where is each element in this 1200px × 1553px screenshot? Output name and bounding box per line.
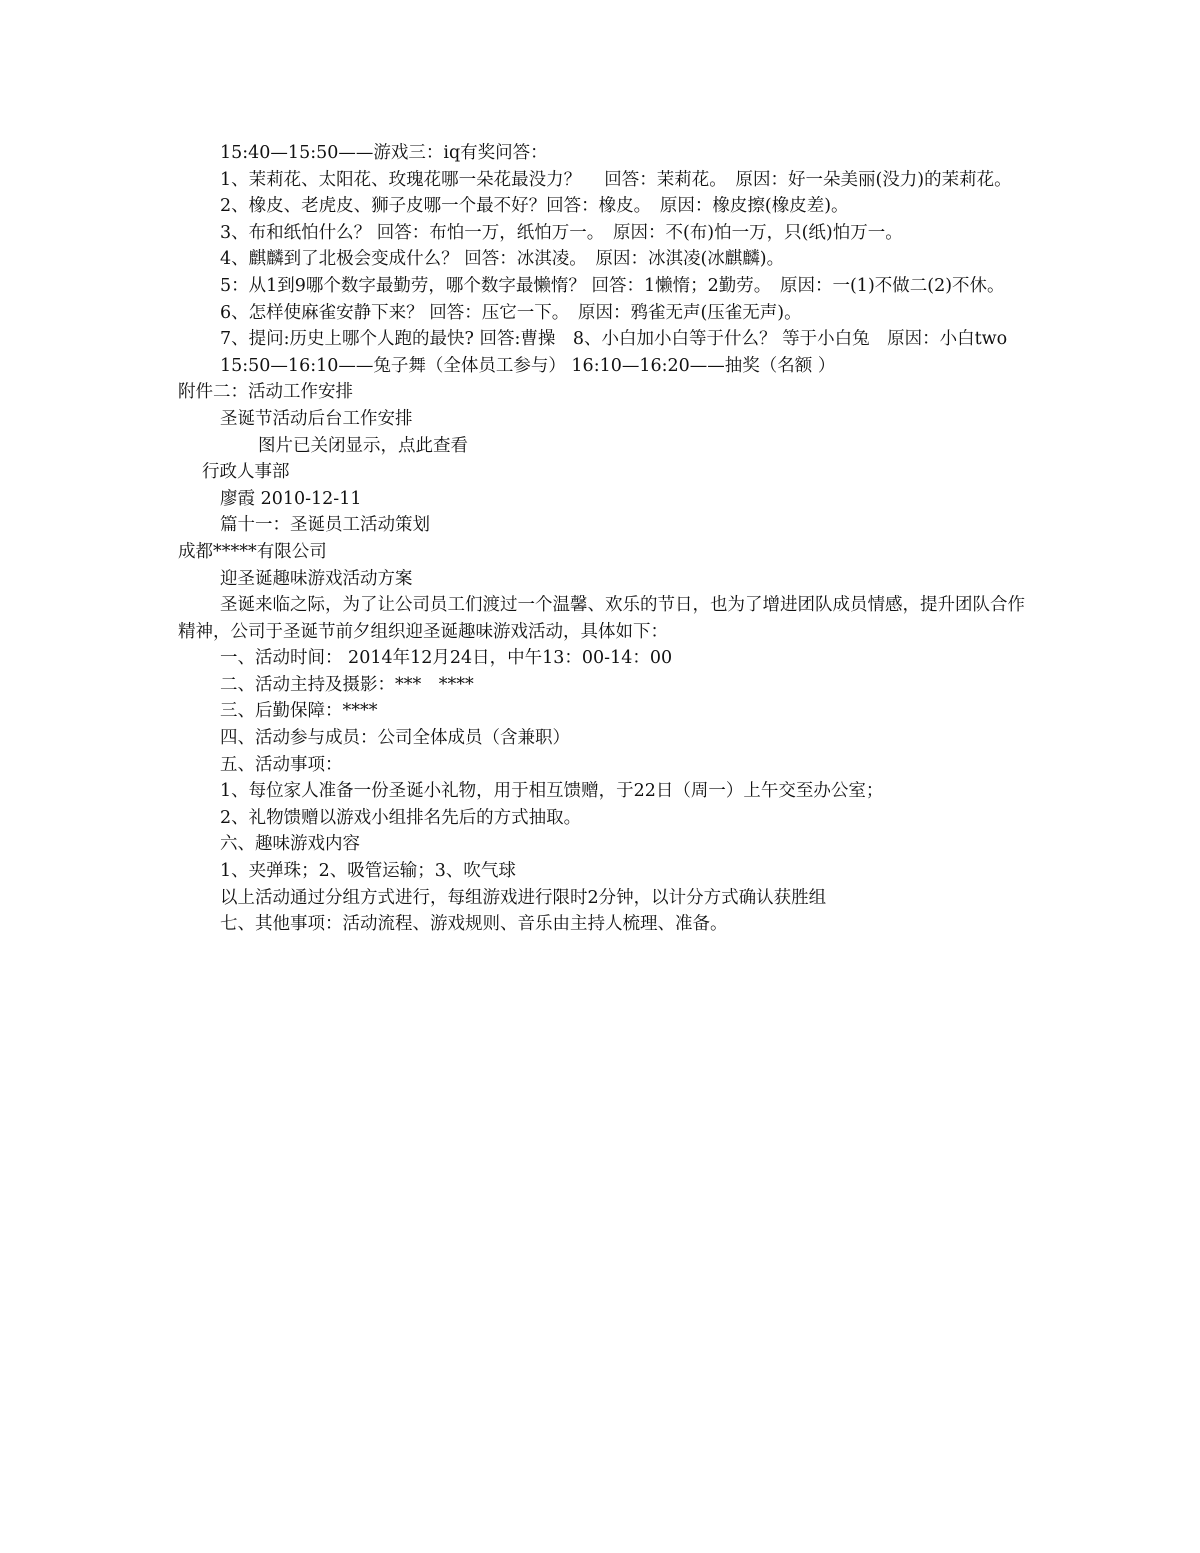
quiz-item-6: 6、怎样使麻雀安静下来？ 回答：压它一下。 原因：鸦雀无声(压雀无声)。 [220,302,802,323]
plan-intro: 圣诞来临之际，为了让公司员工们渡过一个温馨、欢乐的节日，也为了增进团队成员情感，提升团队合作精神，公司于圣诞节前夕组织迎圣诞趣味游戏活动，具体如下： [178,595,1025,642]
chapter-eleven-title: 篇十一：圣诞员工活动策划 [220,515,430,536]
participants: 四、活动参与成员：公司全体成员（含兼职） [220,728,570,749]
quiz-item-7-8: 7、提问:历史上哪个人跑的最快? 回答:曹操 8、小白加小白等于什么？ 等于小白兔 原因：小白two [220,329,1008,350]
activity-host: 二、活动主持及摄影：*** **** [220,674,474,695]
games-heading: 六、趣味游戏内容 [220,834,360,855]
activity-items-heading: 五、活动事项： [220,754,343,775]
company-name: 成都*****有限公司 [178,541,327,562]
quiz-item-1: 1、茉莉花、太阳花、玫瑰花哪一朵花最没力？ 回答：茉莉花。 原因：好一朵美丽(没力)的茉莉花。 [220,169,1012,190]
document-body [178,140,1028,938]
logistics: 三、后勤保障：**** [220,701,378,722]
games-list: 1、夹弹珠；2、吸管运输；3、吹气球 [220,861,516,882]
game-three-heading: 15:40—15:50——游戏三：iq有奖问答： [220,143,548,163]
image-hidden-link[interactable]: 图片已关闭显示，点此查看 [258,435,468,456]
activity-time: 一、活动时间： 2014年12月24日，中午13：00-14：00 [220,648,673,669]
quiz-item-5: 5：从1到9哪个数字最勤劳，哪个数字最懒惰？ 回答：1懒惰；2勤劳。 原因：一(1)不做二(2)不休。 [220,275,1005,296]
quiz-item-4: 4、麒麟到了北极会变成什么？ 回答：冰淇凌。 原因：冰淇凌(冰麒麟)。 [220,249,785,270]
plan-title: 迎圣诞趣味游戏活动方案 [220,568,413,589]
activity-item-2: 2、礼物馈赠以游戏小组排名先后的方式抽取。 [220,807,582,828]
schedule-line: 15:50—16:10——兔子舞（全体员工参与） 16:10—16:20——抽奖（名额 ） [220,355,836,376]
games-rule: 以上活动通过分组方式进行，每组游戏进行限时2分钟，以计分方式确认获胜组 [220,887,827,908]
other-matters: 七、其他事项：活动流程、游戏规则、音乐由主持人梳理、准备。 [220,914,728,935]
author-date: 廖霞 2010-12-11 [220,488,362,509]
department-name: 行政人事部 [202,462,290,483]
quiz-item-3: 3、布和纸怕什么？ 回答：布怕一万，纸怕万一。 原因：不(布)怕一万，只(纸)怕万一。 [220,222,903,243]
activity-item-1: 1、每位家人准备一份圣诞小礼物，用于相互馈赠，于22日（周一）上午交至办公室； [220,781,884,802]
backstage-work-title: 圣诞节活动后台工作安排 [220,408,413,429]
attachment-two-heading: 附件二：活动工作安排 [178,382,353,403]
quiz-item-2: 2、橡皮、老虎皮、狮子皮哪一个最不好？回答：橡皮。 原因：橡皮擦(橡皮差)。 [220,196,849,217]
